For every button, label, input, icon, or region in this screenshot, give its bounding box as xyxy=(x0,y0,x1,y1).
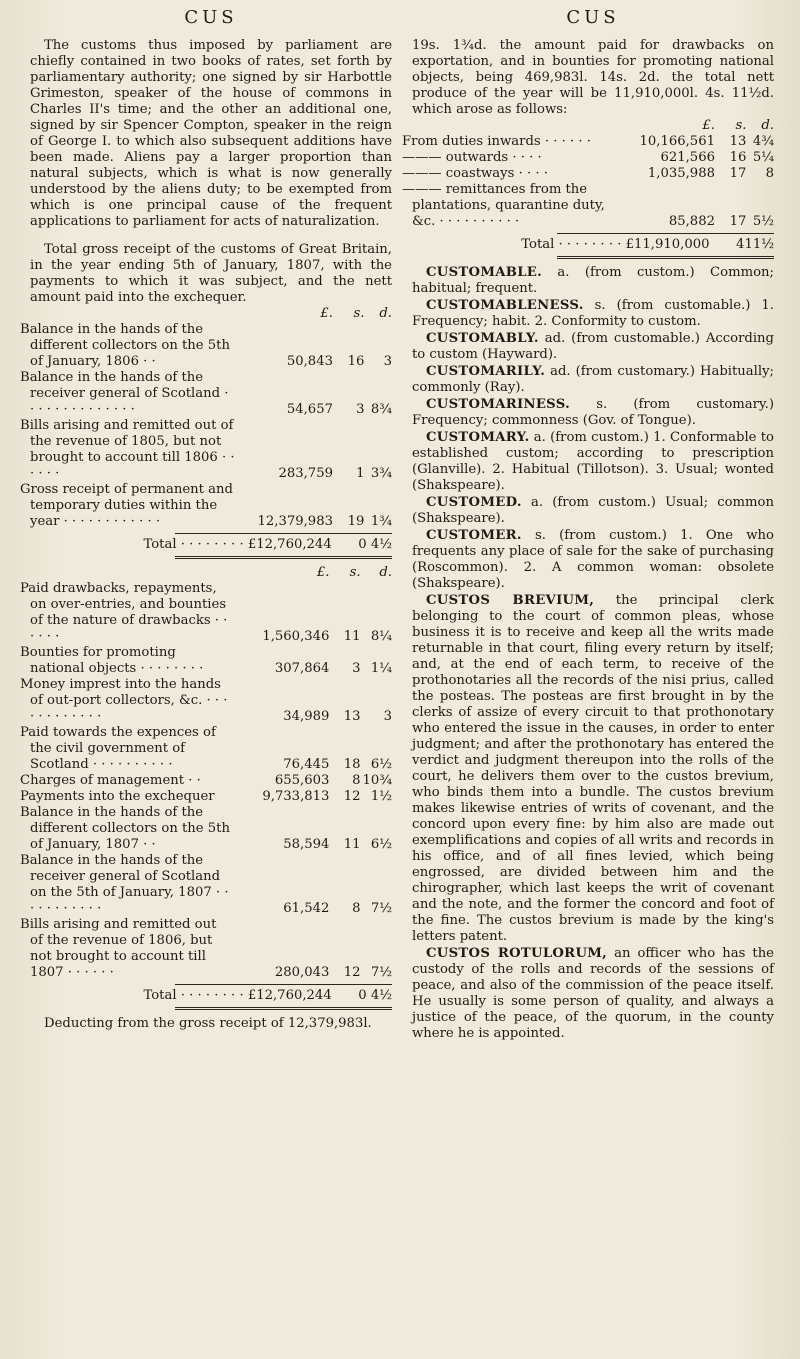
table-row xyxy=(30,789,392,805)
row-label: Bounties for promoting national objects · · · · · · · · xyxy=(20,645,204,676)
table-row xyxy=(30,805,392,853)
row-shillings: 16 xyxy=(347,354,365,369)
row-pounds: 85,882 xyxy=(668,214,715,229)
row-shillings: 16 xyxy=(729,150,747,165)
dictionary-entry xyxy=(412,495,774,527)
row-pounds: 1,035,988 xyxy=(647,166,715,181)
table-row xyxy=(30,581,392,645)
deducting-line: Deducting from the gross receipt of 12,379,983l. xyxy=(44,1016,372,1031)
headword: CUSTOMABLE. xyxy=(426,265,543,280)
dictionary-entry xyxy=(412,593,774,945)
headword: CUSTOS BREVIUM, xyxy=(426,593,595,608)
column-heads xyxy=(30,306,392,322)
row-pounds: 34,989 xyxy=(283,709,330,724)
total-label: Total · · · · · · · · £12,760,244 xyxy=(143,988,332,1003)
entry-body: an officer who has the custody of the rolls and records of the sessions of peace, and also of the commission of the peace itself. He usually is some person of quality, and always a justice of the peace, of the quorum, in the county where he is appointed. xyxy=(412,946,774,1041)
row-shillings: 8 xyxy=(352,773,361,788)
row-shillings: 12 xyxy=(343,789,361,804)
column-heads xyxy=(30,565,392,581)
row-pounds: 10,166,561 xyxy=(639,134,715,149)
dictionary-entry xyxy=(412,265,774,297)
row-pounds: 621,566 xyxy=(660,150,715,165)
total-pence: 4½ xyxy=(370,537,392,552)
total-label: Total · · · · · · · · £12,760,244 xyxy=(143,537,332,552)
row-label: Balance in the hands of the receiver general of Scotland on the 5th of January, 1807 · · · · · · · · · · · xyxy=(20,853,229,916)
row-label: Balance in the hands of the receiver general of Scotland · · · · · · · · · · · · · · xyxy=(20,370,229,417)
sum-rule xyxy=(175,984,392,985)
row-shillings: 12 xyxy=(343,965,361,980)
running-header-right: CUS xyxy=(566,7,620,28)
dictionary-entry xyxy=(412,364,774,396)
row-pence: 8¼ xyxy=(370,629,392,644)
double-rule xyxy=(175,556,392,559)
pence-head: d. xyxy=(379,565,392,580)
row-label: Money imprest into the hands of out-port collectors, &c. · · · · · · · · · · · · xyxy=(20,677,228,724)
running-header-left: CUS xyxy=(184,7,238,28)
row-label: Payments into the exchequer xyxy=(20,789,215,804)
row-pence: 5¼ xyxy=(752,150,774,165)
table-row xyxy=(30,645,392,677)
row-label: Gross receipt of permanent and temporary duties within the year · · · · · · · · · · · · xyxy=(20,482,233,529)
row-pence: 3 xyxy=(383,709,392,724)
table-row xyxy=(412,150,774,166)
headword: CUSTOS ROTULORUM, xyxy=(426,946,608,961)
row-pence: 5½ xyxy=(752,214,774,229)
row-pence: 7½ xyxy=(370,901,392,916)
table-row xyxy=(30,322,392,370)
row-pence: 1¾ xyxy=(370,514,392,529)
receipts-total xyxy=(30,537,392,553)
table-row xyxy=(30,725,392,773)
row-pounds: 655,603 xyxy=(274,773,330,788)
entry-body: a. (from custom.) Common; habitual; frequent. xyxy=(412,265,774,296)
row-shillings: 18 xyxy=(343,757,361,772)
total-shillings: 0 xyxy=(358,537,367,552)
table-row xyxy=(412,182,774,230)
row-pence: 6½ xyxy=(370,837,392,852)
entry-body: s. (from customary.) Frequency; commonness (Gov. of Tongue). xyxy=(412,397,774,428)
row-pence: 3¾ xyxy=(370,466,392,481)
row-label: Bills arising and remitted out of the revenue of 1805, but not brought to account till 1806 · · · · · · xyxy=(20,418,235,481)
table-row xyxy=(30,773,392,789)
row-label: Paid drawbacks, repayments, on over-entries, and bounties of the nature of drawbacks · · · · · · xyxy=(20,581,228,644)
headword: CUSTOMABLENESS. xyxy=(426,298,584,313)
row-pence: 4¾ xyxy=(752,134,774,149)
duties-total xyxy=(412,237,774,253)
row-pounds: 1,560,346 xyxy=(262,629,330,644)
duties-table xyxy=(402,118,774,230)
row-pence: 1¼ xyxy=(370,661,392,676)
row-shillings: 8 xyxy=(352,901,361,916)
headword: CUSTOMARY. xyxy=(426,430,530,445)
row-shillings: 11 xyxy=(343,629,361,644)
entry-body: s. (from custom.) 1. One who frequents any place of sale for the sake of purchasing (Roscommon). 2. A common woman: obsolete (Shakspeare). xyxy=(412,528,774,591)
dictionary-entry xyxy=(412,298,774,330)
total-pence: 11½ xyxy=(744,237,774,252)
row-label: Balance in the hands of the different collectors on the 5th of January, 1807 · · xyxy=(20,805,230,852)
entry-body: s. (from customable.) 1. Frequency; habit. 2. Conformity to custom. xyxy=(412,298,774,329)
entry-body: a. (from custom.) 1. Conformable to established custom; according to prescription (Glanville). 2. Habitual (Tillotson). 3. Usual; wonted (Shakspeare). xyxy=(412,430,774,493)
row-shillings: 17 xyxy=(729,214,747,229)
row-pounds: 58,594 xyxy=(283,837,330,852)
row-shillings: 3 xyxy=(352,661,361,676)
row-pounds: 9,733,813 xyxy=(262,789,330,804)
payments-table xyxy=(20,565,392,981)
row-pence: 8 xyxy=(765,166,774,181)
row-label: ——— remittances from the plantations, quarantine duty, &c. · · · · · · · · · · xyxy=(402,182,605,229)
table-row xyxy=(30,418,392,482)
row-pence: 10¾ xyxy=(362,773,392,788)
row-shillings: 17 xyxy=(729,166,747,181)
pounds-head: £. xyxy=(320,306,333,321)
row-pounds: 54,657 xyxy=(286,402,333,417)
row-shillings: 13 xyxy=(343,709,361,724)
table-row xyxy=(412,134,774,150)
sum-rule xyxy=(175,533,392,534)
left-column xyxy=(20,7,392,1032)
row-pence: 7½ xyxy=(370,965,392,980)
row-label: Bills arising and remitted out of the revenue of 1806, but not brought to account till 1807 · · · · · · xyxy=(20,917,217,980)
table-row xyxy=(30,482,392,530)
continued-paragraph: 19s. 1¾d. the amount paid for drawbacks on exportation, and in bounties for promoting national objects, being 469,983l. 14s. 2d. the total nett produce of the year will be 11,910,000l. 4s. 11½d. which arose as follows: xyxy=(412,38,774,117)
payments-total xyxy=(30,988,392,1004)
row-label: Charges of management · · xyxy=(20,773,201,788)
dictionary-entry xyxy=(412,946,774,1042)
row-pounds: 283,759 xyxy=(278,466,333,481)
total-pence: 4½ xyxy=(370,988,392,1003)
table-row xyxy=(30,917,392,981)
total-shillings: 0 xyxy=(358,988,367,1003)
dictionary-entries xyxy=(412,265,774,1042)
row-pounds: 280,043 xyxy=(274,965,330,980)
row-shillings: 11 xyxy=(343,837,361,852)
entry-body: ad. (from customary.) Habitually; commonly (Ray). xyxy=(412,364,774,395)
total-label: Total · · · · · · · · £11,910,000 xyxy=(521,237,710,252)
row-label: ——— outwards · · · · xyxy=(402,150,542,165)
headword: CUSTOMABLY. xyxy=(426,331,539,346)
entry-body: a. (from custom.) Usual; common (Shakspeare). xyxy=(412,495,774,526)
pounds-head: £. xyxy=(316,565,330,580)
table-row xyxy=(30,677,392,725)
headword: CUSTOMER. xyxy=(426,528,522,543)
double-rule xyxy=(557,256,774,259)
row-shillings: 1 xyxy=(356,466,365,481)
shillings-head: s. xyxy=(353,306,365,321)
row-label: Paid towards the expences of the civil government of Scotland · · · · · · · · · · xyxy=(20,725,216,772)
pounds-head: £. xyxy=(702,118,715,133)
right-column xyxy=(402,7,774,1042)
entry-body: the principal clerk belonging to the court of common pleas, whose business it is to receive and keep all the writs made returnable in that court, filing every return by itself; and, at the end of each term, to receive of the prothonotaries all the records of the nisi prius, called the posteas. The posteas are first brought in by the clerks of assize of every circuit to that prothonotary who entered the issue in the causes, in order to enter judgment; and after the prothonotary has entered the verdict and judgment thereupon into the rolls of the court, he delivers them over to the custos brevium, who binds them into a bundle. The custos brevium makes likewise entries of writs of covenant, and the concord upon every fine: by him also are made out exemplifications and copies of all writs and records in his office, and of all fines levied, which being engrossed, are divided between him and the chirographer, which last keeps the writ of covenant and the note, and the former the concord and foot of the fine. The custos brevium is made by the king's letters patent. xyxy=(412,593,774,944)
headword: CUSTOMARILY. xyxy=(426,364,546,379)
pence-head: d. xyxy=(379,306,392,321)
pence-head: d. xyxy=(761,118,774,133)
column-heads xyxy=(412,118,774,134)
entry-body: ad. (from customable.) According to custom (Hayward). xyxy=(412,331,774,362)
dictionary-entry xyxy=(412,430,774,494)
shillings-head: s. xyxy=(349,565,361,580)
row-pence: 1½ xyxy=(370,789,392,804)
row-pence: 3 xyxy=(383,354,392,369)
intro-paragraph: The customs thus imposed by parliament are chiefly contained in two books of rates, set forth by parliamentary authority; one signed by sir Harbottle Grimeston, speaker of the house of commons in Charles II's time; and the other an additional one, signed by sir Spencer Compton, speaker in the reign of George I. to which also subsequent additions have been made. Aliens pay a larger proportion than natural subjects, which is what is now generally understood by the aliens duty; to be exempted from which is one principal cause of the frequent applications to parliament for acts of naturalization. xyxy=(30,38,392,229)
receipts-table xyxy=(20,306,392,530)
dictionary-entry xyxy=(412,397,774,429)
shillings-head: s. xyxy=(735,118,747,133)
dictionary-entry xyxy=(412,528,774,592)
headword: CUSTOMARINESS. xyxy=(426,397,570,412)
row-pounds: 61,542 xyxy=(283,901,330,916)
table-row xyxy=(412,166,774,182)
row-pounds: 307,864 xyxy=(274,661,330,676)
row-pounds: 50,843 xyxy=(286,354,333,369)
dictionary-entry xyxy=(412,331,774,363)
total-shillings: 4 xyxy=(736,237,745,252)
row-pence: 8¾ xyxy=(370,402,392,417)
headword: CUSTOMED. xyxy=(426,495,522,510)
row-pounds: 76,445 xyxy=(283,757,330,772)
row-shillings: 3 xyxy=(356,402,365,417)
row-pence: 6½ xyxy=(370,757,392,772)
row-shillings: 19 xyxy=(347,514,365,529)
table-row xyxy=(30,370,392,418)
double-rule xyxy=(175,1007,392,1010)
row-label: From duties inwards · · · · · · xyxy=(402,134,591,149)
sum-rule xyxy=(557,233,774,234)
row-pounds: 12,379,983 xyxy=(257,514,333,529)
table-row xyxy=(30,853,392,917)
row-shillings: 13 xyxy=(729,134,747,149)
row-label: ——— coastways · · · · xyxy=(402,166,548,181)
gross-receipt-intro: Total gross receipt of the customs of Great Britain, in the year ending 5th of January, 1807, with the payments to which it was subject, and the nett amount paid into the exchequer. xyxy=(30,242,392,305)
row-label: Balance in the hands of the different collectors on the 5th of January, 1806 · · xyxy=(20,322,230,369)
